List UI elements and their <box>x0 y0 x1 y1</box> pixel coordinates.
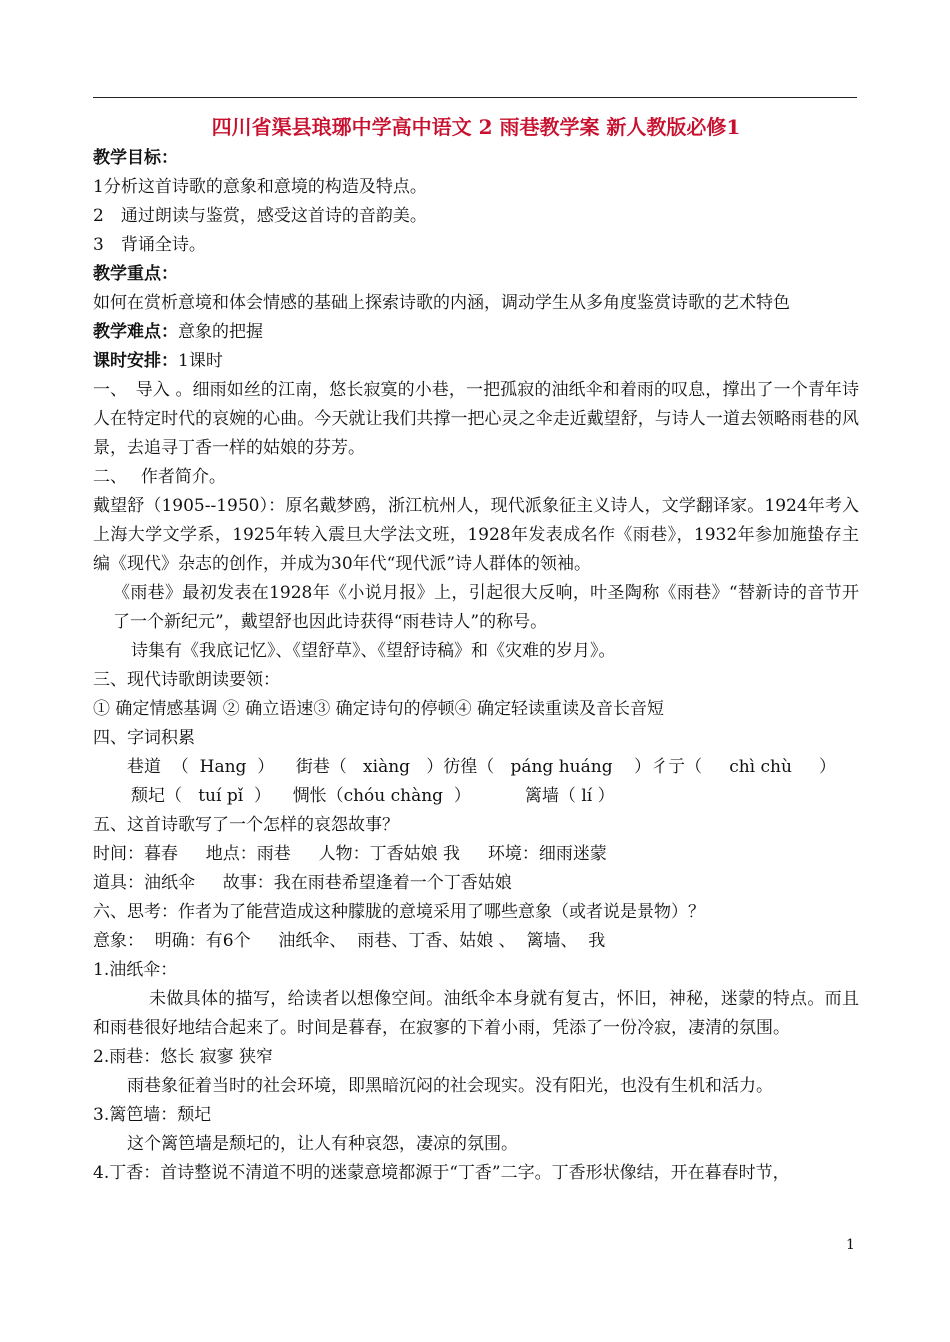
vocab-heading: 四、字词积累 <box>93 728 195 748</box>
goals-heading: 教学目标： <box>93 148 178 168</box>
item-text: 雨巷象征着当时的社会环境，即黑暗沉闷的社会现实。没有阳光，也没有生机和活力。 <box>127 1076 773 1096</box>
item-title: 3.篱笆墙：颓圮 <box>93 1105 212 1125</box>
think-heading: 六、思考：作者为了能营造成这种朦胧的意境采用了哪些意象（或者说是景物）？ <box>93 902 705 922</box>
intro-paragraph: 一、 导入 。细雨如丝的江南，悠长寂寞的小巷，一把孤寂的油纸伞和着雨的叹息，撑出了一个青年诗人在特定时代的哀婉的心曲。今天就让我们共撑一把心灵之伞走近戴望舒，与诗人一道去领略雨巷的风景，去追寻丁香一样的姑娘的芬芳。 <box>93 380 859 458</box>
reading-heading: 三、现代诗歌朗读要领： <box>93 670 280 690</box>
author-bio: 戴望舒（1905--1950）：原名戴梦鸥，浙江杭州人，现代派象征主义诗人，文学翻译家。1924年考入上海大学文学系，1925年转入震旦大学法文班，1928年发表成名作《雨巷》，1932年参加施蛰存主编《现代》杂志的创作，并成为30年代“现代派”诗人群体的领袖。 <box>93 496 859 574</box>
imagery-line: 意象： 明确：有6个 油纸伞、 雨巷、丁香、姑娘 、 篱墙、 我 <box>93 931 606 951</box>
goal-item: 3 背诵全诗。 <box>93 235 206 255</box>
key-heading: 教学重点： <box>93 264 178 284</box>
vocab-row: 颓圮（ tuí pǐ ） 惆怅（chóu chàng ） 篱墙（ lí ） <box>131 786 615 806</box>
difficulty-text: 意象的把握 <box>178 322 263 342</box>
document-title: 四川省渠县琅琊中学高中语文 2 雨巷教学案 新人教版必修1 <box>211 115 741 139</box>
header-rule <box>93 97 857 98</box>
goal-item: 1分析这首诗歌的意象和意境的构造及特点。 <box>93 177 427 197</box>
schedule-line <box>93 347 859 376</box>
vocab-row: 巷道 （ Hang ） 街巷（ xiàng ）彷徨（ páng huáng ）彳亍（ chì chù ） <box>127 757 836 777</box>
story-line: 时间：暮春 地点：雨巷 人物：丁香姑娘 我 环境：细雨迷蒙 <box>93 844 607 864</box>
reading-points: ① 确定情感基调 ② 确立语速③ 确定诗句的停顿④ 确定轻读重读及音长音短 <box>93 699 665 719</box>
difficulty-label: 教学难点： <box>93 322 178 342</box>
item-title: 2.雨巷：悠长 寂寥 狭窄 <box>93 1047 274 1067</box>
key-text: 如何在赏析意境和体会情感的基础上探索诗歌的内涵，调动学生从多角度鉴赏诗歌的艺术特色 <box>93 293 790 313</box>
goal-item: 2 通过朗读与鉴赏，感受这首诗的音韵美。 <box>93 206 427 226</box>
schedule-text: 1课时 <box>178 351 223 371</box>
collections: 诗集有《我底记忆》、《望舒草》、《望舒诗稿》和《灾难的岁月》。 <box>131 641 616 661</box>
story-heading: 五、这首诗歌写了一个怎样的哀怨故事？ <box>93 815 399 835</box>
page-number: 1 <box>846 1237 855 1253</box>
author-heading: 二、 作者简介。 <box>93 467 226 487</box>
difficulty-line <box>93 318 859 347</box>
poem-publication: 《雨巷》最初发表在1928年《小说月报》上，引起很大反响，叶圣陶称《雨巷》“替新诗的音节开了一个新纪元”，戴望舒也因此诗获得“雨巷诗人”的称号。 <box>113 583 859 632</box>
item-text: 未做具体的描写，给读者以想像空间。油纸伞本身就有复古，怀旧，神秘，迷蒙的特点。而且和雨巷很好地结合起来了。时间是暮春，在寂寥的下着小雨，凭添了一份冷寂，凄清的氛围。 <box>93 989 859 1038</box>
schedule-label: 课时安排： <box>93 351 178 371</box>
item-text: 这个篱笆墙是颓圮的，让人有种哀怨，凄凉的氛围。 <box>127 1134 518 1154</box>
item-text: 4.丁香：首诗整说不清道不明的迷蒙意境都源于“丁香”二字。丁香形状像结，开在暮春时节， <box>93 1163 790 1183</box>
item-title: 1.油纸伞： <box>93 960 178 980</box>
document-body <box>93 112 859 1188</box>
story-line: 道具：油纸伞 故事：我在雨巷希望逢着一个丁香姑娘 <box>93 873 512 893</box>
